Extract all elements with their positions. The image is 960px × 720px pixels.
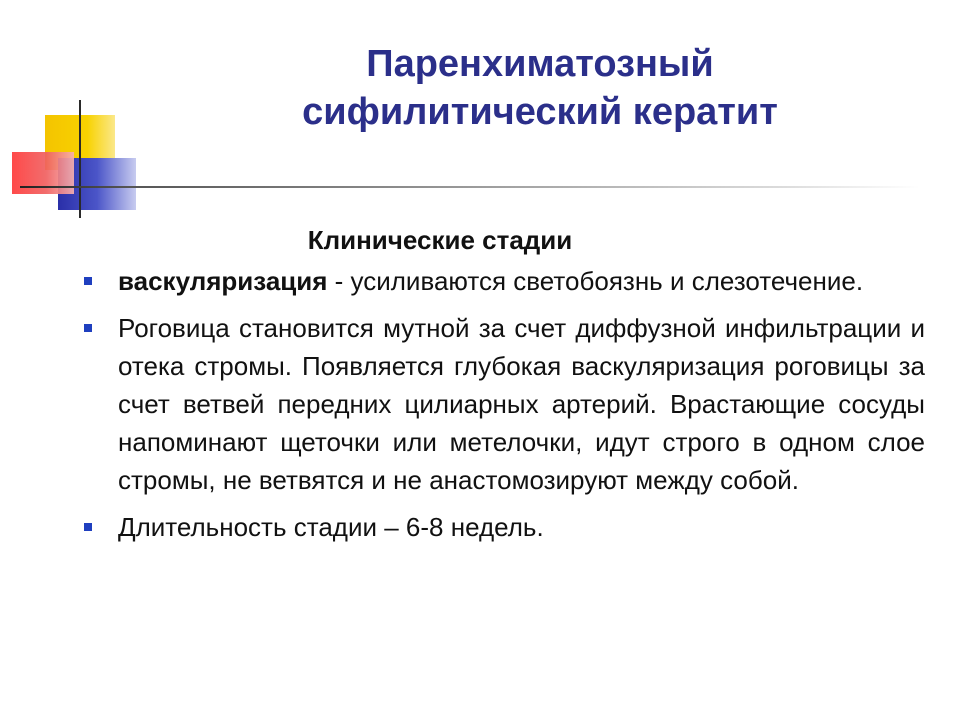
list-item [80,309,925,499]
list-item [80,262,925,300]
square-bullet-icon [84,523,92,531]
bullet-text: Длительность стадии – 6-8 недель. [118,512,544,542]
section-subtitle: Клинические стадии [307,225,573,255]
square-bullet-icon [84,324,92,332]
bullet-term: васкуляризация [118,266,328,296]
slide-title [180,40,900,136]
horizontal-rule [20,186,920,188]
title-line-2: сифилитический кератит [302,91,778,133]
title-line-1: Паренхиматозный [366,43,714,85]
bullet-list [80,262,925,555]
list-item [80,508,925,546]
square-bullet-icon [84,277,92,285]
bullet-text: - усиливаются светобоязнь и слезотечение. [327,266,864,296]
vertical-rule [79,100,81,218]
bullet-text: Роговица становится мутной за счет диффузной инфильтрации и отека стромы. Появляется глубокая васкуляризация роговицы за счет ветвей передних цилиарных артерий. Врастающие сосуды напоминают щеточки или метелочки, идут строго в одном слое стромы, не ветвятся и не анастомозируют между собой. [118,313,925,495]
